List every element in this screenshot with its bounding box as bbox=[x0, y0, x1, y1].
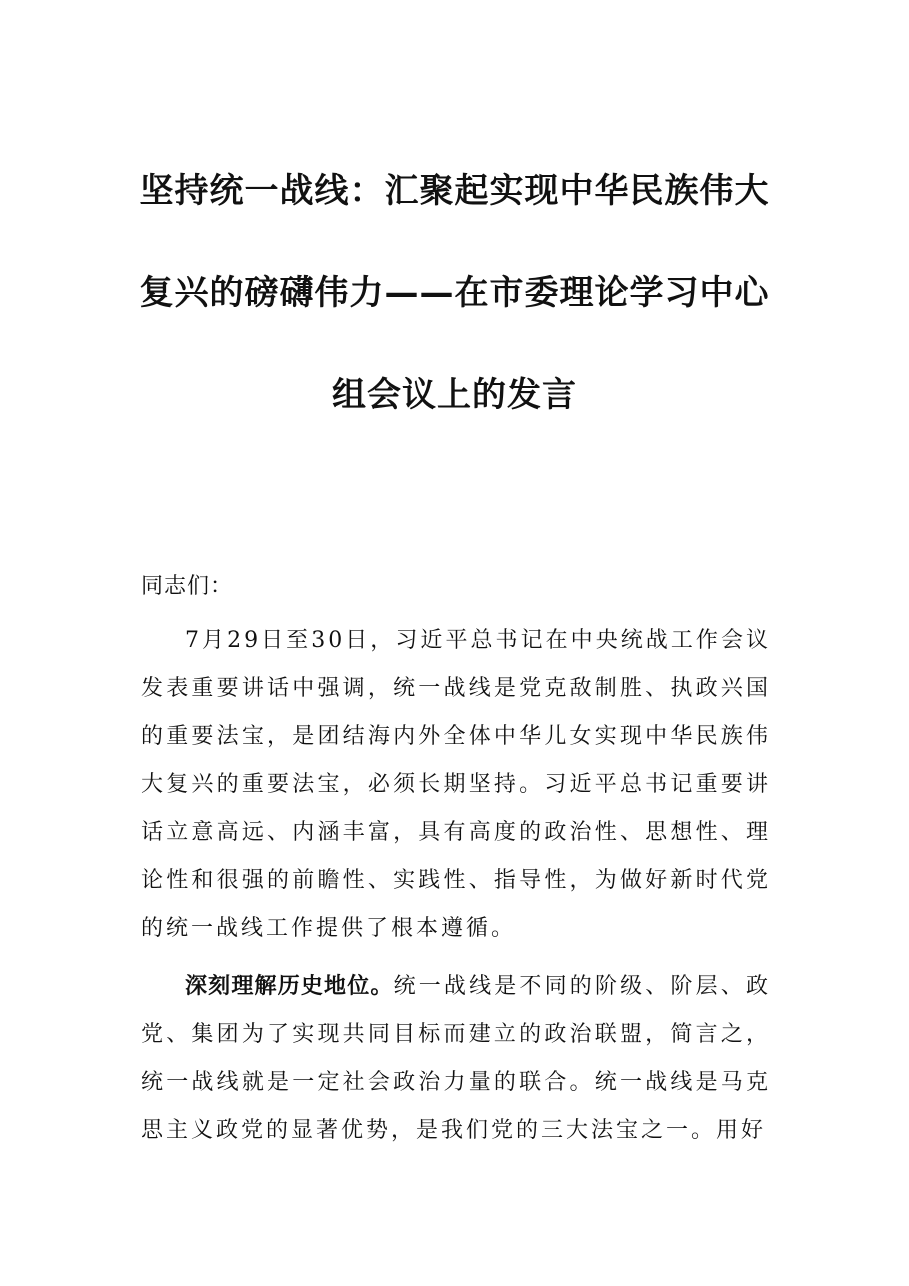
document-title bbox=[110, 140, 799, 446]
paragraph-1-text: 7月29日至30日，习近平总书记在中央统战工作会议发表重要讲话中强调，统一战线是党克敌制胜、执政兴国的重要法宝，是团结海内外全体中华儿女实现中华民族伟大复兴的重要法宝，必须长期坚持。习近平总书记重要讲话立意高远、内涵丰富，具有高度的政治性、思想性、理论性和很强的前瞻性、实践性、指导性，为做好新时代党的统一战线工作提供了根本遵循。 bbox=[141, 628, 771, 941]
paragraph-1 bbox=[141, 617, 771, 953]
title-line-3: 组会议上的发言 bbox=[332, 375, 577, 415]
paragraph-2-lead: 深刻理解历史地位。 bbox=[185, 974, 394, 999]
title-line-2: 复兴的磅礴伟力——在市委理论学习中心 bbox=[139, 273, 770, 313]
document-body bbox=[141, 563, 771, 1165]
title-line-1: 坚持统一战线：汇聚起实现中华民族伟大 bbox=[139, 171, 770, 211]
salutation: 同志们： bbox=[141, 574, 234, 599]
paragraph-2-text: 统一战线是不同的阶级、阶层、政党、集团为了实现共同目标而建立的政治联盟，简言之，统一战线就是一定社会政治力量的联合。统一战线是马克思主义政党的显著优势，是我们党的三大法宝之一。用好 bbox=[141, 974, 771, 1143]
paragraph-2 bbox=[141, 963, 771, 1155]
